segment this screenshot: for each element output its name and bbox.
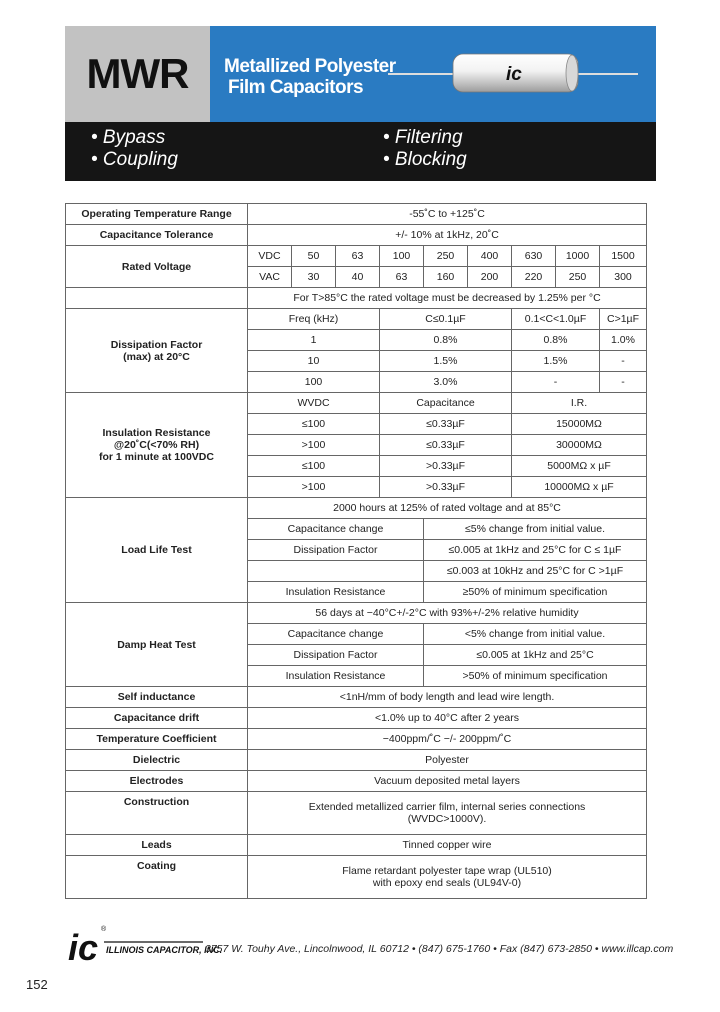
vdc-value: 250 <box>424 246 468 267</box>
insulation-label-2: @20˚C(<70% RH) <box>113 439 200 451</box>
table-row <box>66 225 647 246</box>
damp-heat-label: Damp Heat Test <box>66 603 248 687</box>
damp-heat-summary: 56 days at −40°C+/-2°C with 93%+/-2% relative humidity <box>248 603 647 624</box>
dissipation-label-2: (max) at 20°C <box>123 350 190 363</box>
title-box <box>210 26 656 122</box>
ir-cell: 10000MΩ x µF <box>512 477 647 498</box>
table-row <box>66 288 647 309</box>
vdc-value: 50 <box>292 246 336 267</box>
self-inductance-label: Self inductance <box>66 687 248 708</box>
damp-heat-param: Dissipation Factor <box>248 645 424 666</box>
vdc-value: 100 <box>380 246 424 267</box>
leads-label: Leads <box>66 835 248 856</box>
ir-header: WVDC <box>248 393 380 414</box>
damp-heat-value: ≤0.005 at 1kHz and 25°C <box>424 645 647 666</box>
title-line-1: Metallized Polyester <box>224 56 396 77</box>
damp-heat-param: Insulation Resistance <box>248 666 424 687</box>
ir-cell: ≤0.33µF <box>380 414 512 435</box>
vdc-value: 1000 <box>556 246 600 267</box>
table-row <box>66 687 647 708</box>
ir-cell: >100 <box>248 435 380 456</box>
df-cell: 0.8% <box>380 330 512 351</box>
construction-line-1: Extended metallized carrier film, internal series connections <box>308 801 586 813</box>
df-cell: - <box>600 372 647 393</box>
load-life-param: Capacitance change <box>248 519 424 540</box>
page-number: 152 <box>26 977 48 992</box>
vac-value: 63 <box>380 267 424 288</box>
load-life-param <box>248 561 424 582</box>
ir-cell: >100 <box>248 477 380 498</box>
construction-line-2: (WVDC>1000V). <box>407 813 487 825</box>
self-inductance-value: <1nH/mm of body length and lead wire length. <box>248 687 647 708</box>
insulation-label <box>66 393 248 498</box>
load-life-value: ≤0.005 at 1kHz and 25°C for C ≤ 1µF <box>424 540 647 561</box>
ir-cell: ≤100 <box>248 456 380 477</box>
table-row <box>66 603 647 624</box>
svg-text:ic: ic <box>68 927 99 968</box>
dielectric-label: Dielectric <box>66 750 248 771</box>
cap-tol-label: Capacitance Tolerance <box>66 225 248 246</box>
df-cell: - <box>512 372 600 393</box>
cap-logo-text: ic <box>506 64 522 85</box>
vdc-value: 63 <box>336 246 380 267</box>
feature-blocking: • Blocking <box>383 149 467 170</box>
feature-bypass: • Bypass <box>91 127 166 148</box>
dissipation-label <box>66 309 248 393</box>
df-cell: - <box>600 351 647 372</box>
product-title <box>224 56 396 98</box>
df-cell: 1.0% <box>600 330 647 351</box>
load-life-value: ≤5% change from initial value. <box>424 519 647 540</box>
df-cell: 1.5% <box>512 351 600 372</box>
ir-header: I.R. <box>512 393 647 414</box>
load-life-param: Insulation Resistance <box>248 582 424 603</box>
df-cell: 0.8% <box>512 330 600 351</box>
ir-header: Capacitance <box>380 393 512 414</box>
coating-value <box>248 856 647 899</box>
df-header: 0.1<C<1.0µF <box>512 309 600 330</box>
contact-info: 3757 W. Touhy Ave., Lincolnwood, IL 60712 • (847) 675-1760 • Fax (847) 673-2850 • www.illcap.com <box>205 943 674 955</box>
electrodes-value: Vacuum deposited metal layers <box>248 771 647 792</box>
insulation-label-3: for 1 minute at 100VDC <box>99 451 214 463</box>
vac-value: 40 <box>336 267 380 288</box>
table-row <box>66 309 647 330</box>
load-life-label: Load Life Test <box>66 498 248 603</box>
vac-value: 250 <box>556 267 600 288</box>
op-temp-value: -55˚C to +125˚C <box>248 204 647 225</box>
vac-value: 300 <box>600 267 647 288</box>
coating-label: Coating <box>66 856 248 899</box>
ir-cell: 30000MΩ <box>512 435 647 456</box>
vdc-value: 630 <box>512 246 556 267</box>
df-cell: 1.5% <box>380 351 512 372</box>
company-logo <box>68 920 223 968</box>
vdc-value: 1500 <box>600 246 647 267</box>
insulation-label-1: Insulation Resistance <box>102 427 211 439</box>
construction-value <box>248 792 647 835</box>
company-name: ILLINOIS CAPACITOR, INC. <box>106 945 223 955</box>
df-cell: 1 <box>248 330 380 351</box>
vac-label: VAC <box>248 267 292 288</box>
ir-cell: 15000MΩ <box>512 414 647 435</box>
df-cell: 100 <box>248 372 380 393</box>
vac-value: 160 <box>424 267 468 288</box>
cap-tol-value: +/- 10% at 1kHz, 20˚C <box>248 225 647 246</box>
table-row <box>66 708 647 729</box>
table-row <box>66 729 647 750</box>
dissipation-label-1: Dissipation Factor <box>110 338 203 351</box>
vdc-label: VDC <box>248 246 292 267</box>
rated-voltage-note: For T>85°C the rated voltage must be decreased by 1.25% per °C <box>248 288 647 309</box>
ir-cell: >0.33µF <box>380 456 512 477</box>
coating-line-2: with epoxy end seals (UL94V-0) <box>372 877 522 889</box>
feature-coupling: • Coupling <box>91 149 178 170</box>
spec-table <box>65 203 647 899</box>
damp-heat-value: <5% change from initial value. <box>424 624 647 645</box>
damp-heat-value: >50% of minimum specification <box>424 666 647 687</box>
table-row <box>66 498 647 519</box>
table-row <box>66 750 647 771</box>
feature-filtering: • Filtering <box>383 127 463 148</box>
temp-coeff-value: −400ppm/˚C −/- 200ppm/˚C <box>248 729 647 750</box>
table-row <box>66 856 647 899</box>
df-header: C>1µF <box>600 309 647 330</box>
df-cell: 10 <box>248 351 380 372</box>
table-row <box>66 835 647 856</box>
load-life-summary: 2000 hours at 125% of rated voltage and at 85°C <box>248 498 647 519</box>
df-header: C≤0.1µF <box>380 309 512 330</box>
coating-line-1: Flame retardant polyester tape wrap (UL510) <box>342 865 552 877</box>
ir-cell: 5000MΩ x µF <box>512 456 647 477</box>
load-life-value: ≥50% of minimum specification <box>424 582 647 603</box>
table-row <box>66 204 647 225</box>
cap-drift-label: Capacitance drift <box>66 708 248 729</box>
construction-label: Construction <box>66 792 248 835</box>
capacitor-image <box>388 50 638 96</box>
damp-heat-param: Capacitance change <box>248 624 424 645</box>
df-header: Freq (kHz) <box>248 309 380 330</box>
ir-cell: >0.33µF <box>380 477 512 498</box>
title-line-2: Film Capacitors <box>228 77 364 98</box>
spacer-cell <box>66 288 248 309</box>
leads-value: Tinned copper wire <box>248 835 647 856</box>
features-band <box>65 122 656 181</box>
table-row <box>66 393 647 414</box>
series-box <box>65 26 210 122</box>
table-row <box>66 792 647 835</box>
cap-drift-value: <1.0% up to 40°C after 2 years <box>248 708 647 729</box>
table-row <box>66 246 647 267</box>
temp-coeff-label: Temperature Coefficient <box>66 729 248 750</box>
svg-text:®: ® <box>101 926 107 933</box>
dielectric-value: Polyester <box>248 750 647 771</box>
df-cell: 3.0% <box>380 372 512 393</box>
load-life-param: Dissipation Factor <box>248 540 424 561</box>
electrodes-label: Electrodes <box>66 771 248 792</box>
table-row <box>66 771 647 792</box>
header-banner <box>65 26 656 122</box>
vac-value: 30 <box>292 267 336 288</box>
ir-cell: ≤0.33µF <box>380 435 512 456</box>
rated-voltage-label: Rated Voltage <box>66 246 248 288</box>
ir-cell: ≤100 <box>248 414 380 435</box>
op-temp-label: Operating Temperature Range <box>66 204 248 225</box>
vac-value: 200 <box>468 267 512 288</box>
vac-value: 220 <box>512 267 556 288</box>
vdc-value: 400 <box>468 246 512 267</box>
series-name: MWR <box>86 50 189 97</box>
load-life-value: ≤0.003 at 10kHz and 25°C for C >1µF <box>424 561 647 582</box>
